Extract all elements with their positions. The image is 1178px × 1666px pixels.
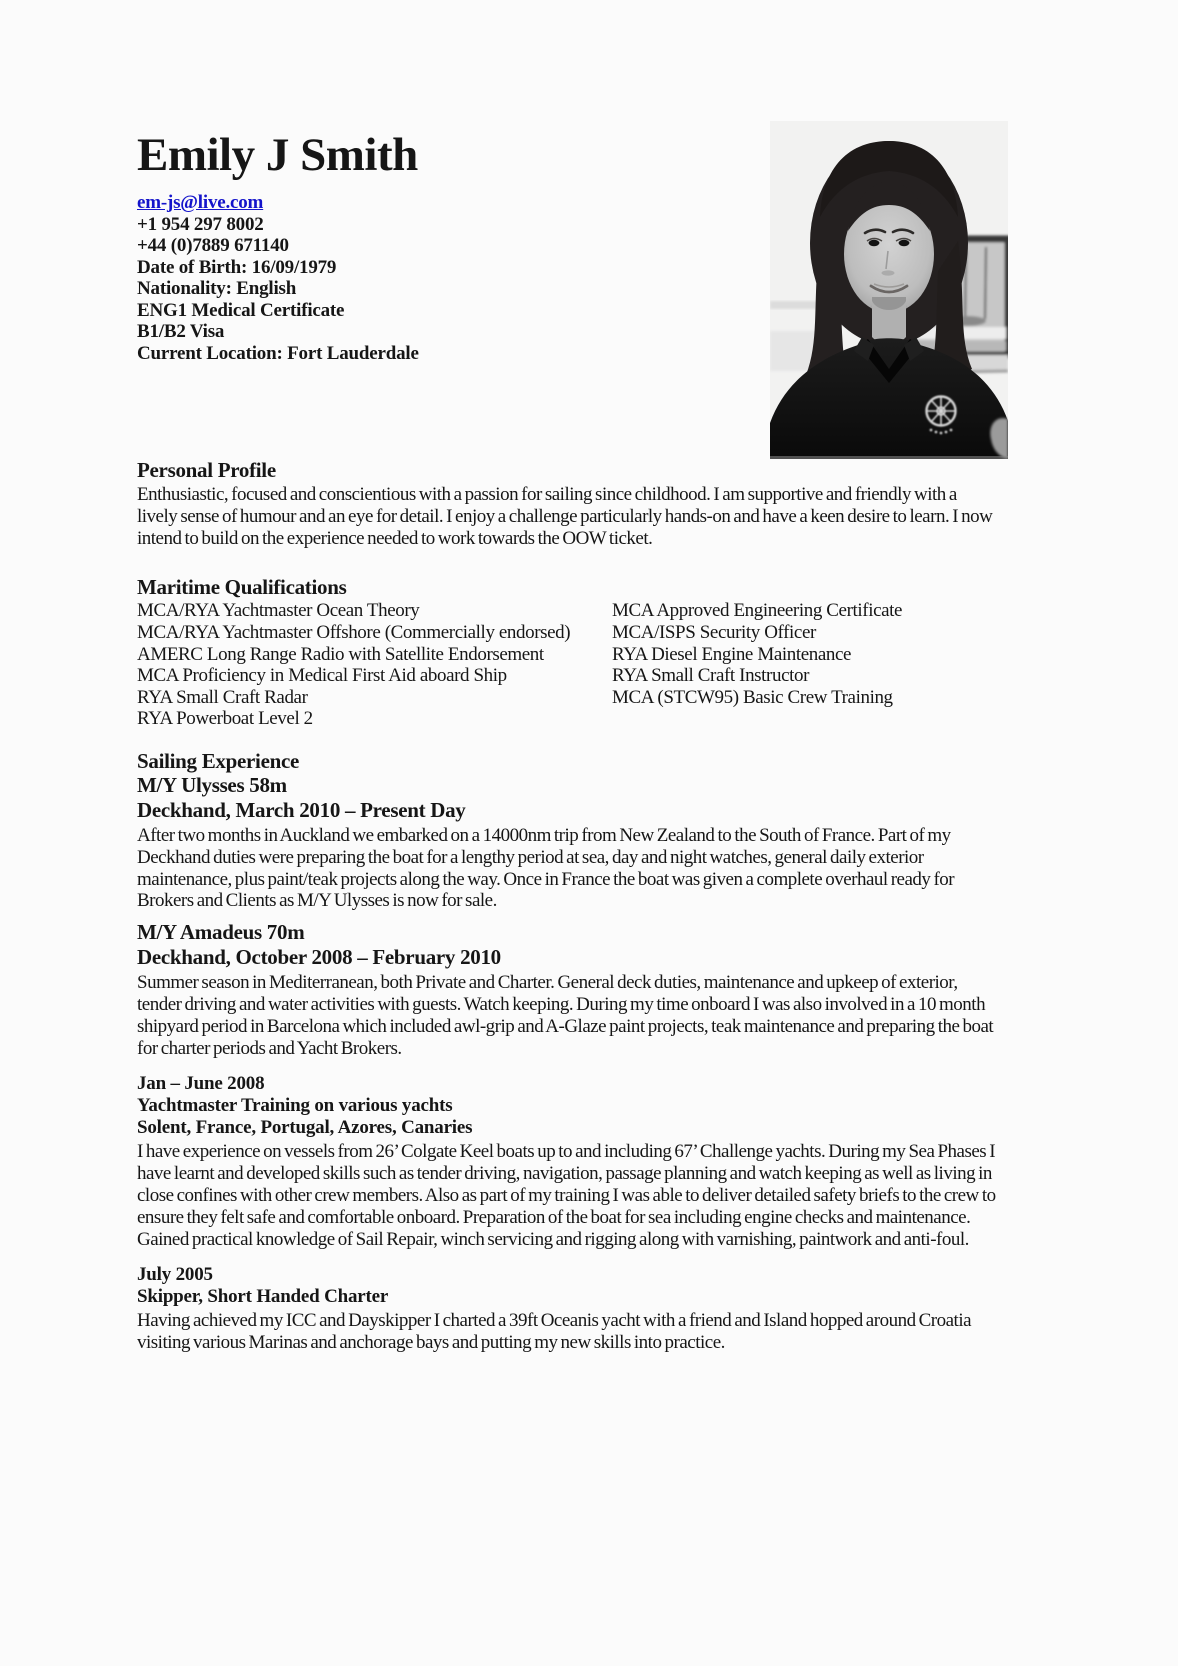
experience-description: After two months in Auckland we embarked on a 14000nm trip from New Zealand to the South of France. Part of my Deckhand duties were preparing the boat for a lengthy period at sea, day and night watches, general daily exterior maintenance, plus paint/teak projects along the way. Once in France the boat was given a complete overhaul ready for Brokers and Clients as M/Y Ulysses is now for sale. xyxy=(137,824,955,912)
experience-description: I have experience on vessels from 26’ Colgate Keel boats up to and including 67’ Challenge yachts. During my Sea Phases I have learnt and developed skills such as tender driving, navigation, passage planning and watch keeping as well as living in close confines with other crew members. Also as part of my training I was able to deliver detailed safety briefs to the crew to ensure they felt safe and comfortable onboard. Preparation of the boat for sea including engine checks and maintenance. Gained practical knowledge of Sail Repair, winch servicing and rigging along with varnishing, paintwork and anti-foul. xyxy=(137,1141,996,1250)
personal-profile-heading: Personal Profile xyxy=(137,458,276,482)
medical-certificate: ENG1 Medical Certificate xyxy=(137,299,345,321)
qualifications-right-column xyxy=(612,600,999,730)
qualification-item: RYA Small Craft Instructor xyxy=(612,665,810,687)
maritime-qualifications-heading: Maritime Qualifications xyxy=(137,575,347,600)
entry-dates: Jan – June 2008 xyxy=(137,1073,265,1095)
role-dates: Deckhand, March 2010 – Present Day xyxy=(137,797,466,822)
contact-block xyxy=(137,192,999,364)
qualification-item: MCA Approved Engineering Certificate xyxy=(612,600,903,622)
email-line xyxy=(137,192,999,214)
sailing-experience-heading: Sailing Experience xyxy=(137,748,300,773)
visa: B1/B2 Visa xyxy=(137,321,225,342)
vessel-name: M/Y Ulysses 58m xyxy=(137,772,287,797)
qualification-item: AMERC Long Range Radio with Satellite Endorsement xyxy=(137,643,544,665)
entry-locations: Solent, France, Portugal, Azores, Canaries xyxy=(137,1117,473,1139)
qualification-item: MCA/ISPS Security Officer xyxy=(612,621,816,643)
entry-role: Yachtmaster Training on various yachts xyxy=(137,1095,453,1117)
email-link[interactable]: em-js@live.com xyxy=(137,192,264,213)
experience-entry xyxy=(137,920,999,1059)
current-location: Current Location: Fort Lauderdale xyxy=(137,342,419,364)
entry-dates: July 2005 xyxy=(137,1264,213,1286)
vessel-name: M/Y Amadeus 70m xyxy=(137,920,305,945)
qualification-item: MCA/RYA Yachtmaster Ocean Theory xyxy=(137,600,420,622)
nationality: Nationality: English xyxy=(137,278,297,299)
qualifications-left-column xyxy=(137,600,612,730)
qualification-item: RYA Powerboat Level 2 xyxy=(137,708,313,730)
qualification-item: RYA Diesel Engine Maintenance xyxy=(612,643,852,665)
personal-profile-text: Enthusiastic, focused and conscientious with a passion for sailing since childhood. I am supportive and friendly with a lively sense of humour and an eye for detail. I enjoy a challenge particularly hands-on and have a keen desire to learn. I now intend to build on the experience needed to work towards the OOW ticket. xyxy=(137,484,993,549)
qualifications-columns xyxy=(137,600,999,730)
phone-uk: +44 (0)7889 671140 xyxy=(137,235,289,256)
candidate-name: Emily J Smith xyxy=(137,129,418,181)
qualification-item: MCA/RYA Yachtmaster Offshore (Commercially endorsed) xyxy=(137,621,571,643)
qualification-item: MCA Proficiency in Medical First Aid aboard Ship xyxy=(137,665,507,687)
experience-description: Summer season in Mediterranean, both Private and Charter. General deck duties, maintenance and upkeep of exterior, tender driving and water activities with guests. Watch keeping. During my time onboard I was also involved in a 10 month shipyard period in Barcelona which included awl-grip and A-Glaze paint projects, teak maintenance and preparing the boat for charter periods and Yacht Brokers. xyxy=(137,972,994,1059)
experience-entry xyxy=(137,1073,999,1250)
entry-role: Skipper, Short Handed Charter xyxy=(137,1286,389,1308)
role-dates: Deckhand, October 2008 – February 2010 xyxy=(137,945,501,970)
date-of-birth: Date of Birth: 16/09/1979 xyxy=(137,256,337,278)
experience-description: Having achieved my ICC and Dayskipper I charted a 39ft Oceanis yacht with a friend and Island hopped around Croatia visiting various Marinas and anchorage bays and putting my new skills into practice. xyxy=(137,1310,972,1354)
qualification-item: MCA (STCW95) Basic Crew Training xyxy=(612,686,893,708)
experience-entry xyxy=(137,773,999,912)
phone-us: +1 954 297 8002 xyxy=(137,213,264,235)
experience-entry xyxy=(137,1264,999,1354)
qualification-item: RYA Small Craft Radar xyxy=(137,686,308,708)
